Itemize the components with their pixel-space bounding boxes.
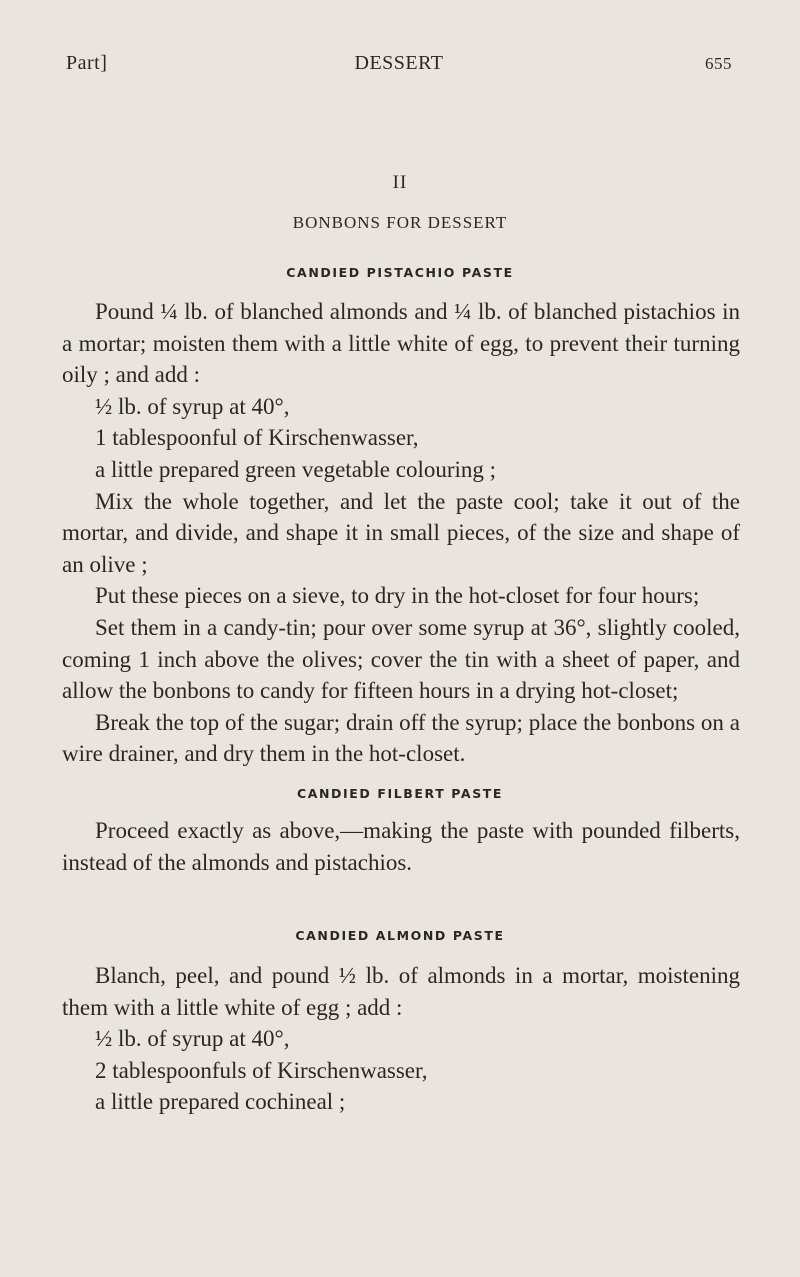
recipe-body-filbert [62, 815, 740, 878]
ingredient-line: ½ lb. of syrup at 40°, [95, 1026, 290, 1052]
running-head-title: DESSERT [354, 52, 444, 74]
ingredient-line: a little prepared cochineal ; [95, 1089, 346, 1115]
recipe-title-pistachio: CANDIED PISTACHIO PASTE [286, 265, 514, 280]
recipe-step-paragraph: Mix the whole together, and let the paste cool; take it out of the mortar, and divide, and shape it in small pieces, of the size and shape of an olive ; [62, 488, 740, 577]
section-number: II [392, 172, 408, 193]
recipe-step-paragraph: Break the top of the sugar; drain off the syrup; place the bonbons on a wire drainer, and dry them in the hot-closet. [62, 709, 740, 767]
recipe-title-almond: CANDIED ALMOND PASTE [295, 928, 505, 943]
recipe-intro-paragraph: Pound ¼ lb. of blanched almonds and ¼ lb. of blanched pistachios in a mortar; moisten them with a little white of egg, to prevent their turning oily ; and add : [62, 299, 740, 388]
recipe-step-paragraph: Put these pieces on a sieve, to dry in the hot-closet for four hours; [95, 583, 700, 609]
ingredient-line: a little prepared green vegetable colouring ; [95, 456, 497, 482]
running-head [66, 52, 732, 78]
recipe-body-almond [62, 960, 740, 1118]
page-number: 655 [705, 54, 732, 73]
ingredient-line: 2 tablespoonfuls of Kirschenwasser, [95, 1057, 428, 1083]
recipe-body-pistachio [62, 296, 740, 770]
ingredient-line: ½ lb. of syrup at 40°, [95, 393, 290, 419]
recipe-title-filbert: CANDIED FILBERT PASTE [296, 786, 504, 801]
chapter-title: BONBONS FOR DESSERT [292, 213, 508, 232]
recipe-step-paragraph: Set them in a candy-tin; pour over some syrup at 36°, slightly cooled, coming 1 inch above the olives; cover the tin with a sheet of paper, and allow the bonbons to candy for fifteen hours in a drying hot-closet; [62, 614, 740, 704]
recipe-intro-paragraph: Proceed exactly as above,—making the paste with pounded filberts, instead of the almonds and pistachios. [62, 818, 740, 875]
running-head-part: Part] [66, 52, 108, 74]
recipe-intro-paragraph: Blanch, peel, and pound ½ lb. of almonds in a mortar, moistening them with a little white of egg ; add : [62, 963, 740, 1020]
ingredient-line: 1 tablespoonful of Kirschenwasser, [95, 425, 419, 451]
